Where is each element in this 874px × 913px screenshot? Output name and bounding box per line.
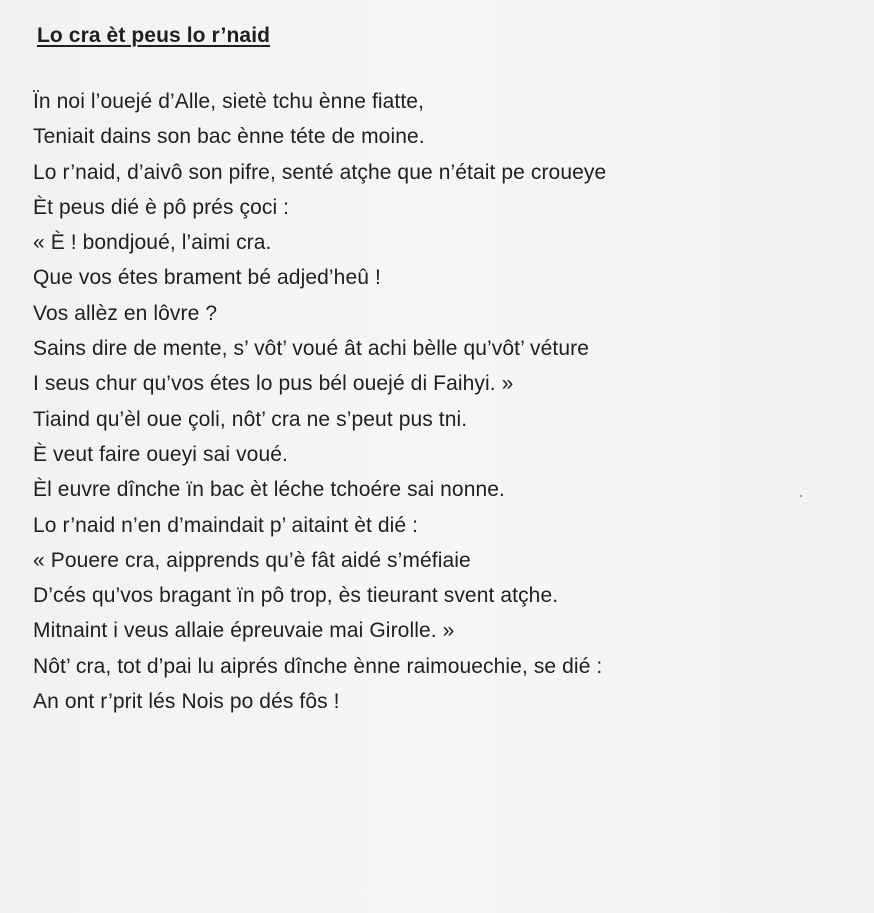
poem-line: Vos allèz en lôvre ? bbox=[33, 301, 218, 325]
poem-line: Que vos étes brament bé adjed’heû ! bbox=[33, 266, 381, 290]
poem-line: Mitnaint i veus allaie épreuvaie mai Girolle. » bbox=[33, 619, 455, 643]
scan-speck bbox=[800, 495, 802, 497]
poem-line: Nôt’ cra, tot d’pai lu aiprés dînche ènne raimouechie, se dié : bbox=[33, 654, 603, 678]
poem-line: Ïn noi l’ouejé d’Alle, sietè tchu ènne fiatte, bbox=[33, 90, 425, 113]
poem-line: Lo r’naid n’en d’maindait p’ aitaint èt dié : bbox=[33, 513, 419, 537]
poem-line: « Pouere cra, aipprends qu’è fât aidé s’méfiaie bbox=[33, 548, 471, 572]
poem-line: Èt peus dié è pô prés çoci : bbox=[33, 195, 290, 219]
poem-line: Lo r’naid, d’aivô son pifre, senté atçhe que n’était pe croueye bbox=[33, 160, 607, 184]
poem-line: Teniait dains son bac ènne téte de moine. bbox=[33, 125, 425, 149]
poem-line: È veut faire oueyi sai voué. bbox=[33, 442, 288, 466]
poem-line: D’cés qu’vos bragant ïn pô trop, ès tieurant svent atçhe. bbox=[33, 584, 559, 608]
poem-title: Lo cra èt peus lo r’naid bbox=[37, 24, 271, 47]
poem-line: An ont r’prit lés Nois po dés fôs ! bbox=[33, 690, 340, 714]
poem-line: I seus chur qu’vos étes lo pus bél ouejé di Faihyi. » bbox=[33, 372, 514, 396]
poem-line: Èl euvre dînche ïn bac èt léche tchoére sai nonne. bbox=[33, 478, 505, 502]
poem-line: Sains dire de mente, s’ vôt’ voué ât achi bèlle qu’vôt’ véture bbox=[33, 337, 590, 361]
poem-line: Tiaind qu’èl oue çoli, nôt’ cra ne s’peut pus tni. bbox=[33, 407, 468, 431]
poem-body bbox=[33, 84, 606, 719]
poem-line: « È ! bondjoué, l’aimi cra. bbox=[33, 231, 272, 255]
